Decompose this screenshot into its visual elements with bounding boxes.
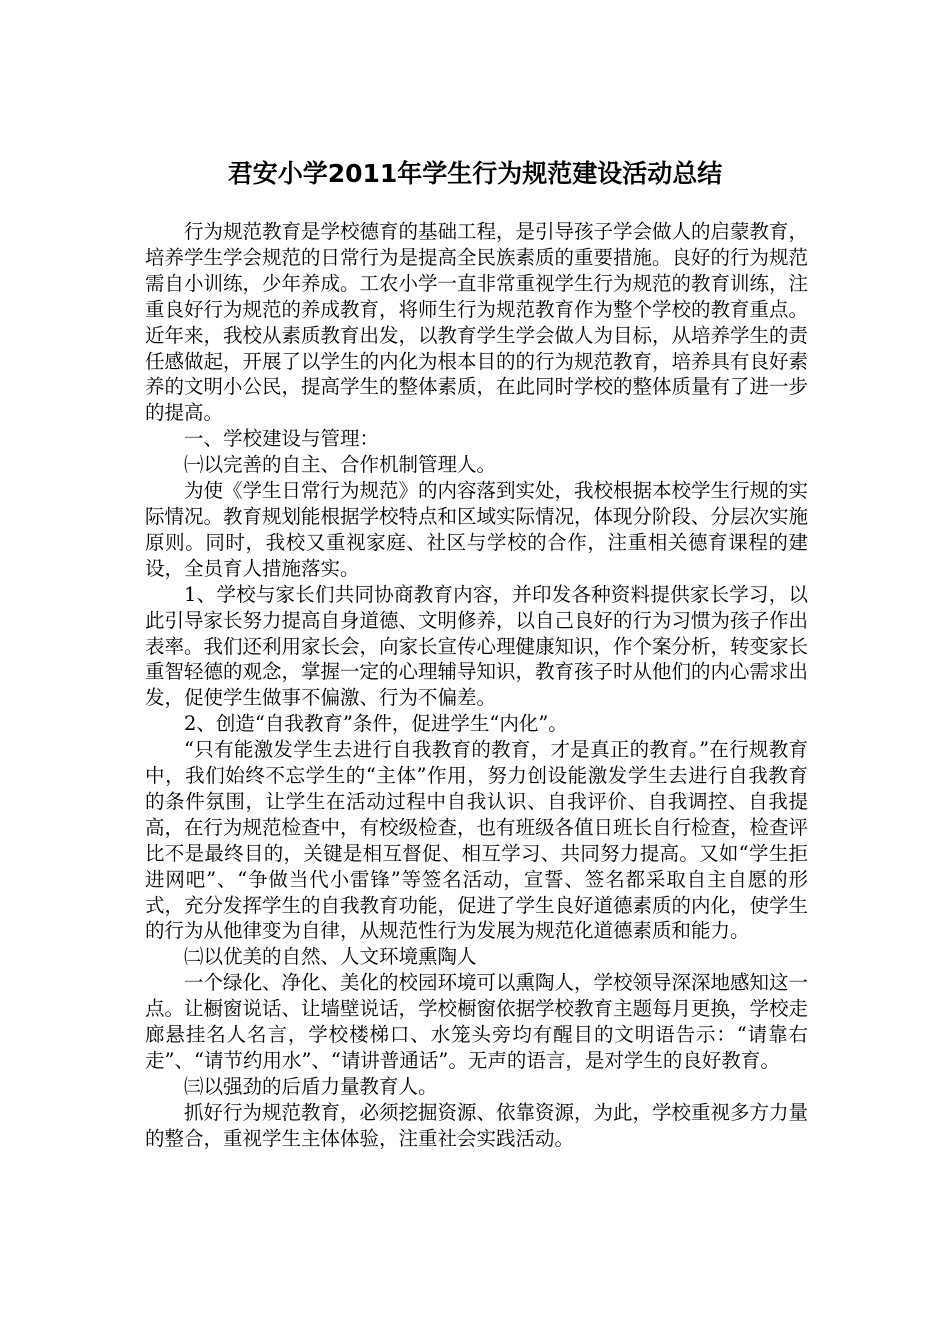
paragraph-parents-cooperation: 1、学校与家长们共同协商教育内容，并印发各种资料提供家长学习，以此引导家长努力提高自身道德、文明修养，以自己良好的行为习惯为孩子作出表率。我们还利用家长会，向家长宣传心理健康知识，作个案分析，转变家长重智轻德的观念，掌握一定的心理辅导知识，教育孩子时从他们的内心需求出发，促使学生做事不偏激、行为不偏差。 bbox=[145, 582, 809, 710]
section-heading-school-management: 一、学校建设与管理： bbox=[184, 427, 380, 451]
subsection-heading-1: ㈠以完善的自主、合作机制管理人。 bbox=[184, 453, 497, 477]
paragraph-behavior-standards: 为使《学生日常行为规范》的内容落到实处，我校根据本校学生行规的实际情况。教育规划能根据学校特点和区域实际情况，体现分阶段、分层次实施原则。同时，我校又重视家庭、社区与学校的合作，注重相关德育课程的建设，全员育人措施落实。 bbox=[145, 479, 809, 580]
document-body bbox=[145, 219, 808, 1152]
paragraph-resources: 抓好行为规范教育，必须挖掘资源、依靠资源，为此，学校重视多方力量的整合，重视学生主体体验，注重社会实践活动。 bbox=[145, 1100, 809, 1150]
document-title: 君安小学2011年学生行为规范建设活动总结 bbox=[227, 159, 723, 188]
subsection-heading-2: ㈡以优美的自然、人文环境熏陶人 bbox=[184, 945, 477, 969]
paragraph-environment: 一个绿化、净化、美化的校园环境可以熏陶人，学校领导深深地感知这一点。让橱窗说话、让墙壁说话，学校橱窗依据学校教育主题每月更换，学校走廊悬挂名人名言，学校楼梯口、水笼头旁均有醒目的文明语告示：“请靠右走”、“请节约用水”、“请讲普通话”。无声的语言，是对学生的良好教育。 bbox=[145, 971, 809, 1072]
subsection-heading-3: ㈢以强劲的后盾力量教育人。 bbox=[184, 1074, 438, 1098]
paragraph-self-education: “只有能激发学生去进行自我教育的教育，才是真正的教育。”在行规教育中，我们始终不忘学生的“主体”作用，努力创设能激发学生去进行自我教育的条件氛围，让学生在活动过程中自我认识、自我评价、自我调控、自我提高，在行为规范检查中，有校级检查，也有班级各值日班长自行检查，检查评比不是最终目的，关键是相互督促、相互学习、共同努力提高。又如“学生拒进网吧”、“争做当代小雷锋”等签名活动，宣誓、签名都采取自主自愿的形式，充分发挥学生的自我教育功能，促进了学生良好道德素质的内化，使学生的行为从他律变为自律，从规范性行为发展为规范化道德素质和能力。 bbox=[145, 738, 809, 943]
paragraph-intro: 行为规范教育是学校德育的基础工程，是引导孩子学会做人的启蒙教育，培养学生学会规范的日常行为是提高全民族素质的重要措施。良好的行为规范需自小训练，少年养成。工农小学一直非常重视学生行为规范的教育训练，注重良好行为规范的养成教育，将师生行为规范教育作为整个学校的教育重点。近年来，我校从素质教育出发，以教育学生学会做人为目标，从培养学生的责任感做起，开展了以学生的内化为根本目的的行为规范教育，培养具有良好素养的文明小公民，提高学生的整体素质，在此同时学校的整体质量有了进一步的提高。 bbox=[145, 220, 809, 425]
item-heading-self-education: 2、创造“自我教育”条件，促进学生“内化”。 bbox=[184, 712, 568, 736]
